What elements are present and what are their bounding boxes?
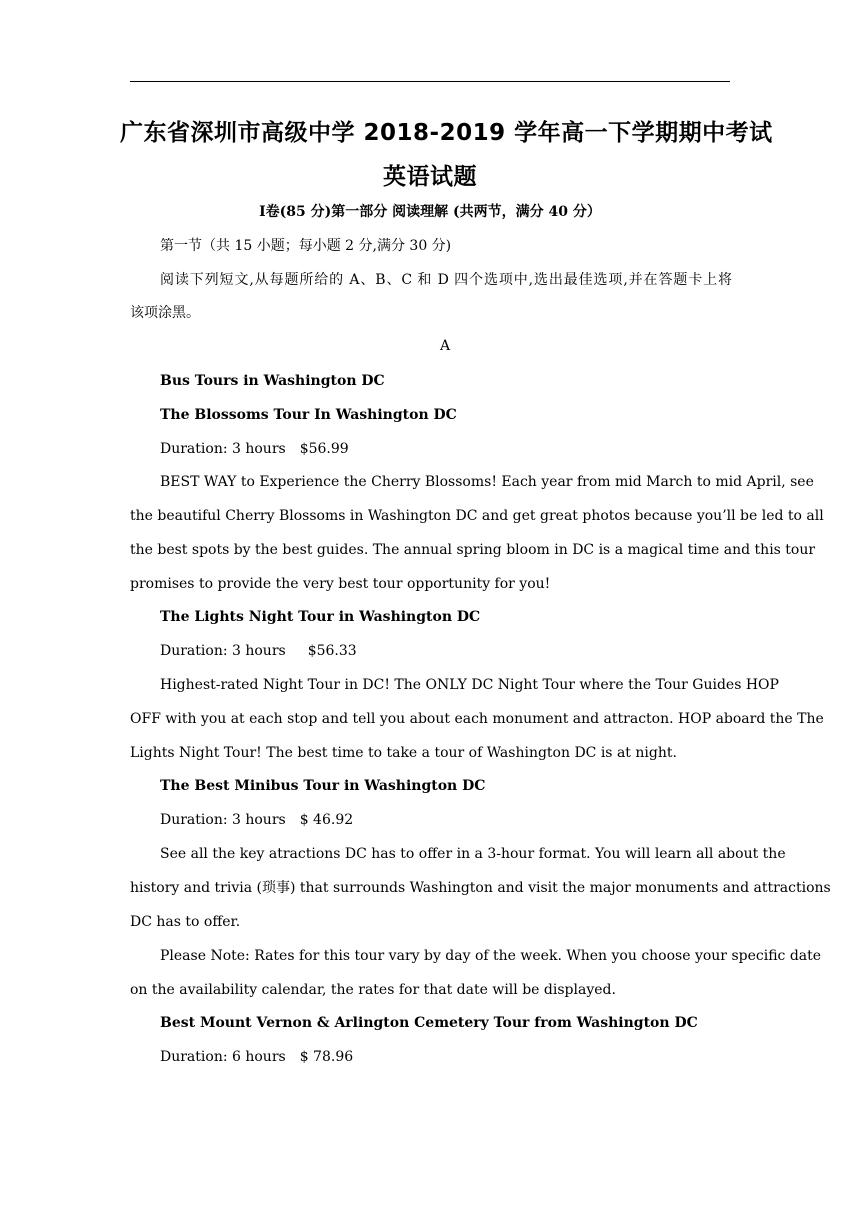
- exam-subtitle: 英语试题: [383, 164, 477, 190]
- part-instruction: 第一节（共 15 小题；每小题 2 分,满分 30 分): [160, 238, 452, 254]
- header-rule: [130, 81, 730, 82]
- tour-price: $56.33: [307, 643, 357, 659]
- tour-duration-row: [160, 1047, 353, 1067]
- passage-title: Bus Tours in Washington DC: [160, 373, 385, 389]
- tour-price: $ 46.92: [299, 812, 354, 828]
- tour-duration-row: [160, 810, 353, 830]
- tour-desc-line: the best spots by the best guides. The annual spring bloom in DC is a magical time and this tour: [130, 542, 816, 558]
- tour-desc-line: DC has to offer.: [130, 914, 241, 930]
- tour-desc-line: Highest-rated Night Tour in DC! The ONLY DC Night Tour where the Tour Guides HOP: [160, 677, 779, 693]
- directions-line: 该项涂黑。: [130, 305, 200, 321]
- tour-desc-line: the beautiful Cherry Blossoms in Washington DC and get great photos because you’ll be led to all: [130, 508, 824, 524]
- tour-title: The Best Minibus Tour in Washington DC: [160, 778, 486, 794]
- tour-price: $56.99: [299, 441, 349, 457]
- tour-desc-line: OFF with you at each stop and tell you about each monument and attracton. HOP aboard the The: [130, 711, 824, 727]
- tour-price: $ 78.96: [299, 1049, 354, 1065]
- tour-duration: Duration: 3 hours: [160, 643, 286, 659]
- section-heading: Ⅰ卷(85 分)第一部分 阅读理解 (共两节，满分 40 分）: [259, 204, 601, 220]
- tour-desc-line: history and trivia (琐事) that surrounds Washington and visit the major monuments and attractions: [130, 880, 831, 896]
- tour-title: The Lights Night Tour in Washington DC: [160, 609, 481, 625]
- tour-desc-line: promises to provide the very best tour opportunity for you!: [130, 576, 551, 592]
- tour-desc-line: See all the key atractions DC has to offer in a 3-hour format. You will learn all about the: [160, 846, 786, 862]
- tour-duration: Duration: 3 hours: [160, 812, 286, 828]
- tour-desc-line: Lights Night Tour! The best time to take a tour of Washington DC is at night.: [130, 745, 677, 761]
- exam-title: 广东省深圳市高级中学 2018-2019 学年高一下学期期中考试: [120, 120, 773, 146]
- tour-note-line: Please Note: Rates for this tour vary by day of the week. When you choose your specific date: [160, 948, 822, 964]
- tour-desc-line: BEST WAY to Experience the Cherry Blossoms! Each year from mid March to mid April, see: [160, 474, 814, 490]
- tour-duration: Duration: 3 hours: [160, 441, 286, 457]
- tour-duration-row: [160, 439, 349, 459]
- tour-duration-row: [160, 641, 357, 661]
- tour-title: Best Mount Vernon & Arlington Cemetery Tour from Washington DC: [160, 1015, 698, 1031]
- tour-title: The Blossoms Tour In Washington DC: [160, 407, 457, 423]
- tour-duration: Duration: 6 hours: [160, 1049, 286, 1065]
- tour-note-line: on the availability calendar, the rates for that date will be displayed.: [130, 982, 616, 998]
- passage-label: A: [439, 338, 451, 354]
- directions-line: 阅读下列短文,从每题所给的 A、B、C 和 D 四个选项中,选出最佳选项,并在答题卡上将: [160, 272, 732, 288]
